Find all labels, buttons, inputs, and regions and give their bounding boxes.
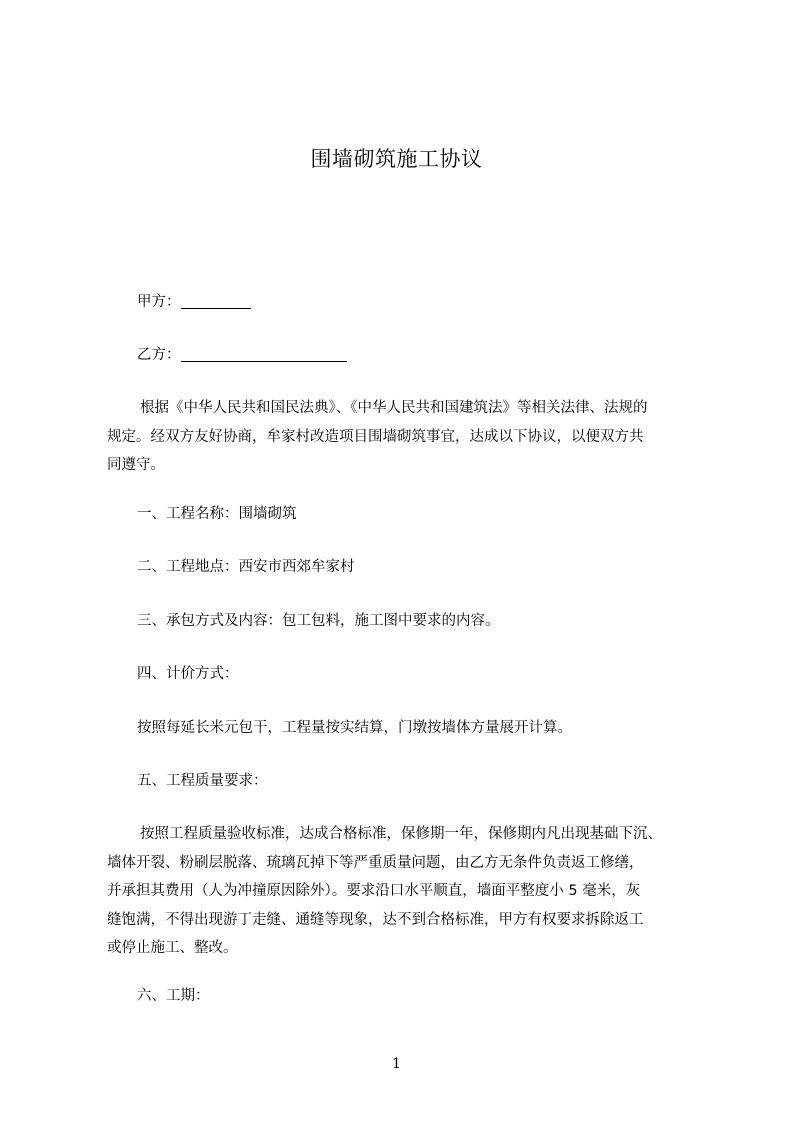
section-5-body-line: 或停止施工、整改。 <box>107 940 238 956</box>
section-5-body-line: 按照工程质量验收标准，达成合格标准，保修期一年，保修期内凡出现基础下沉、 <box>140 826 662 842</box>
party-a-label: 甲方： <box>137 294 181 310</box>
party-b-blank <box>181 347 347 362</box>
preamble-line: 同遵守。 <box>107 457 165 473</box>
section-6-heading: 六、工期： <box>137 988 210 1004</box>
party-b-line <box>137 347 347 363</box>
section-5-body-line: 墙体开裂、粉刷层脱落、琉璃瓦掉下等严重质量问题，由乙方无条件负责返工修缮， <box>107 855 644 871</box>
party-a-line <box>137 294 251 310</box>
section-2: 二、工程地点：西安市西郊牟家村 <box>137 559 355 575</box>
section-1: 一、工程名称：围墙砌筑 <box>137 506 297 522</box>
party-b-label: 乙方： <box>137 347 181 363</box>
section-5-body-line: 并承担其费用（人为冲撞原因除外）。要求沿口水平顺直，墙面平整度小 5 毫米，灰 <box>107 883 641 899</box>
page-number: 1 <box>392 1056 401 1072</box>
document-title: 围墙砌筑施工协议 <box>310 147 483 171</box>
preamble-line: 规定。经双方友好协商，牟家村改造项目围墙砌筑事宜，达成以下协议，以便双方共 <box>107 429 644 445</box>
preamble-line: 根据《中华人民共和国民法典》、《中华人民共和国建筑法》等相关法律、法规的 <box>140 400 648 416</box>
section-4-body: 按照每延长米元包干，工程量按实结算，门墩按墙体方量展开计算。 <box>137 720 572 736</box>
section-5-heading: 五、工程质量要求： <box>137 773 268 789</box>
section-4-heading: 四、计价方式： <box>137 666 239 682</box>
section-5-body-line: 缝饱满，不得出现游丁走缝、通缝等现象，达不到合格标准，甲方有权要求拆除返工 <box>107 912 644 928</box>
party-a-blank <box>181 294 251 309</box>
section-3: 三、承包方式及内容：包工包料，施工图中要求的内容。 <box>137 613 500 629</box>
